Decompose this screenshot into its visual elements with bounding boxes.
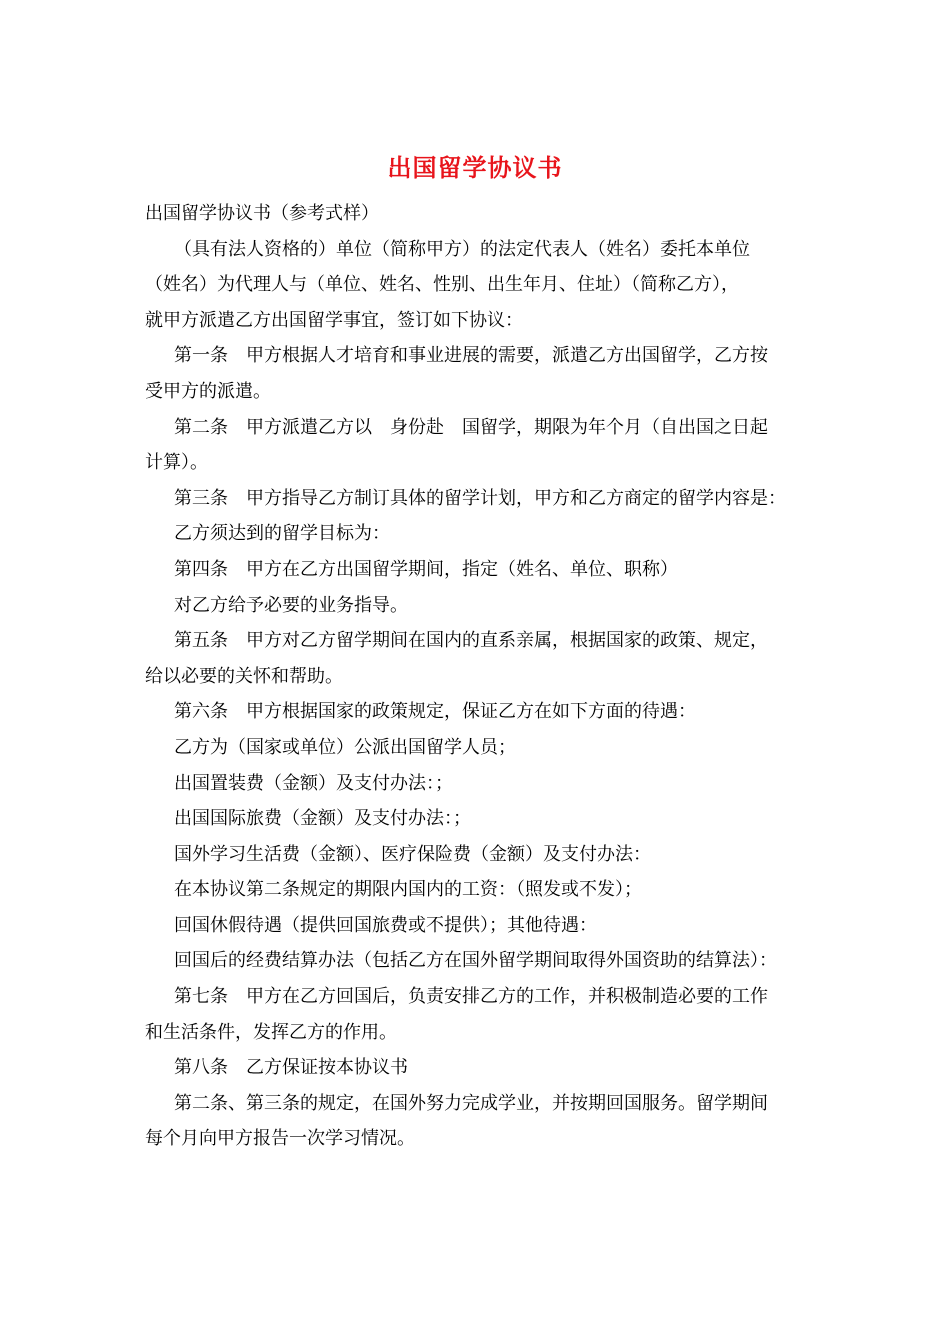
paragraph-line: 就甲方派遣乙方出国留学事宜，签订如下协议： xyxy=(145,309,523,331)
article-8-line: 第八条 乙方保证按本协议书 xyxy=(174,1057,408,1079)
article-2-line: 第二条 甲方派遣乙方以 身份赴 国留学，期限为年个月（自出国之日起 xyxy=(174,416,768,438)
article-6-item: 乙方为（国家或单位）公派出国留学人员； xyxy=(174,736,516,758)
article-6-item: 回国后的经费结算办法（包括乙方在国外留学期间取得外国资助的结算法）： xyxy=(174,950,777,972)
article-5-line: 第五条 甲方对乙方留学期间在国内的直系亲属，根据国家的政策、规定， xyxy=(174,630,768,652)
article-6-item: 出国置装费（金额）及支付办法：； xyxy=(174,772,453,794)
document-body xyxy=(145,196,813,1157)
article-1-line: 受甲方的派遣。 xyxy=(145,380,271,402)
document-title: 出国留学协议书 xyxy=(387,153,563,182)
article-4-line: 对乙方给予必要的业务指导。 xyxy=(174,594,408,616)
article-6-item: 回国休假待遇（提供回国旅费或不提供）；其他待遇： xyxy=(174,914,597,936)
article-2-line: 计算）。 xyxy=(145,452,208,474)
article-6-item: 在本协议第二条规定的期限内国内的工资：（照发或不发）； xyxy=(174,879,642,901)
article-6-item: 出国国际旅费（金额）及支付办法：； xyxy=(174,808,471,830)
article-8-line: 每个月向甲方报告一次学习情况。 xyxy=(145,1128,415,1150)
article-1-line: 第一条 甲方根据人才培育和事业进展的需要，派遣乙方出国留学，乙方按 xyxy=(174,345,768,367)
article-6-line: 第六条 甲方根据国家的政策规定，保证乙方在如下方面的待遇： xyxy=(174,701,696,723)
article-6-item: 国外学习生活费（金额）、医疗保险费（金额）及支付办法： xyxy=(174,843,651,865)
article-8-line: 第二条、第三条的规定，在国外努力完成学业，并按期回国服务。留学期间 xyxy=(174,1092,768,1114)
subtitle-line: 出国留学协议书（参考式样） xyxy=(145,203,379,224)
article-7-line: 和生活条件，发挥乙方的作用。 xyxy=(145,1021,397,1043)
article-4-line: 第四条 甲方在乙方出国留学期间，指定（姓名、单位、职称） xyxy=(174,558,678,580)
paragraph-line: （具有法人资格的）单位（简称甲方）的法定代表人（姓名）委托本单位 xyxy=(174,238,750,260)
paragraph-line: （姓名）为代理人与（单位、姓名、性别、出生年月、住址）（简称乙方）， xyxy=(145,274,739,296)
article-3-line: 乙方须达到的留学目标为： xyxy=(174,523,390,545)
article-5-line: 给以必要的关怀和帮助。 xyxy=(145,665,343,687)
article-7-line: 第七条 甲方在乙方回国后，负责安排乙方的工作，并积极制造必要的工作 xyxy=(174,986,768,1008)
article-3-line: 第三条 甲方指导乙方制订具体的留学计划，甲方和乙方商定的留学内容是： xyxy=(174,487,786,509)
